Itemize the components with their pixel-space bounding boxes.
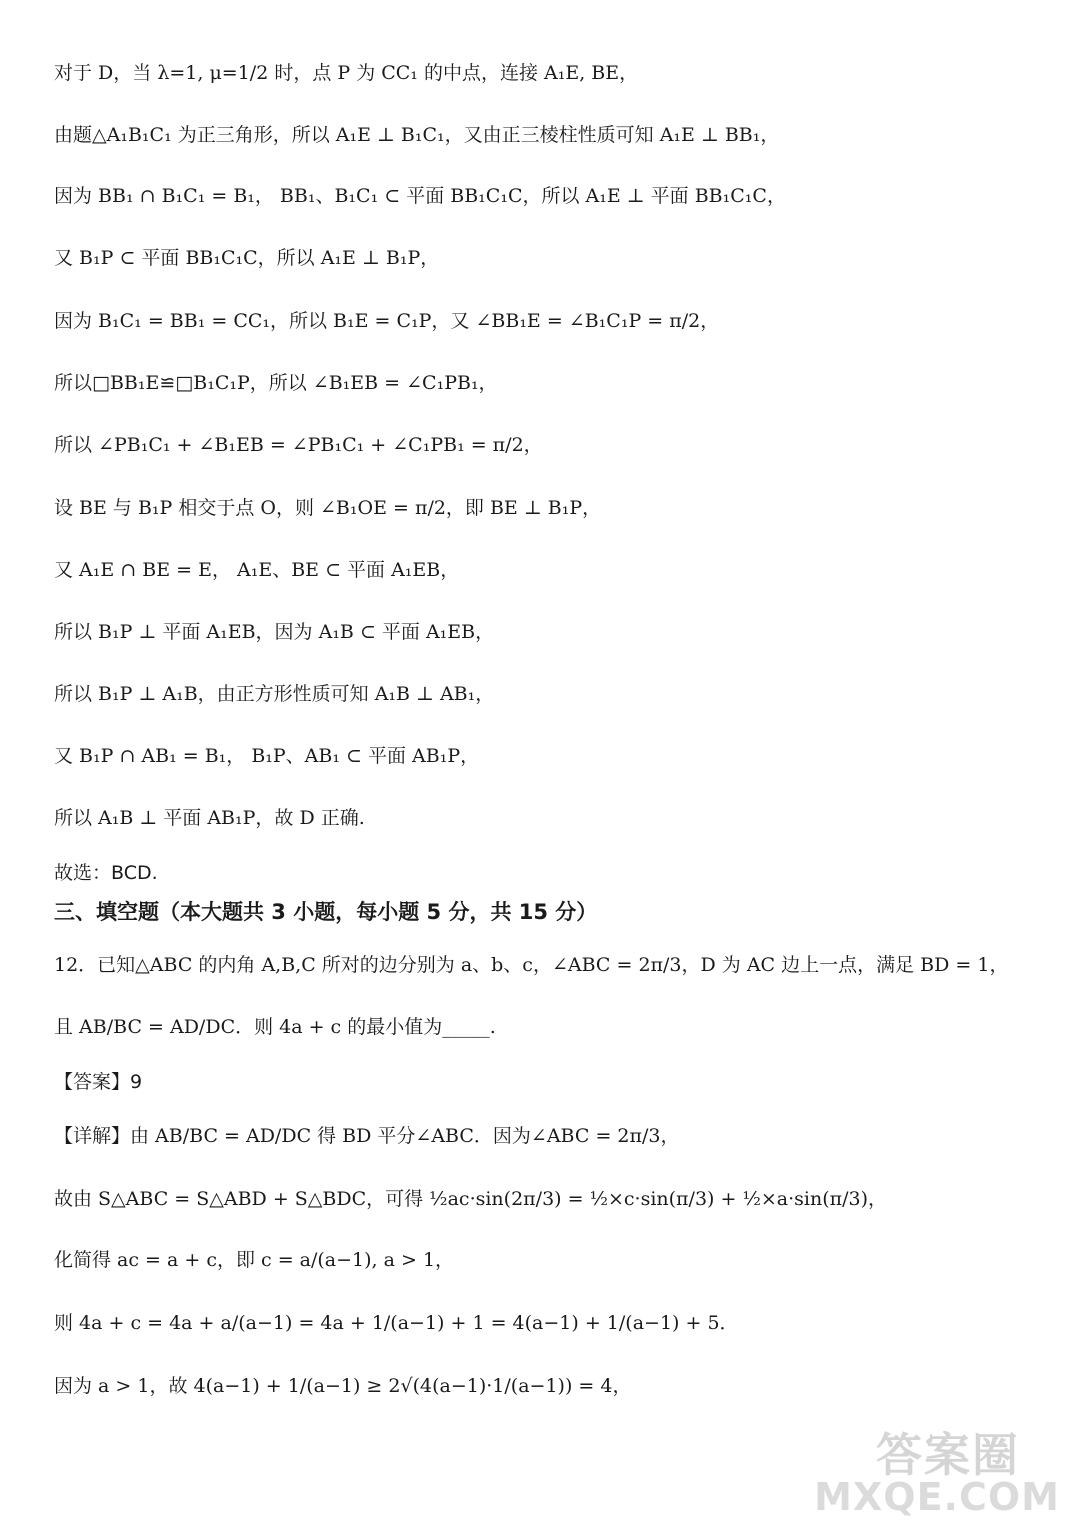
- text-line: 又 B₁P ⊂ 平面 BB₁C₁C，所以 A₁E ⊥ B₁P，: [54, 247, 440, 269]
- section-heading: 三、填空题（本大题共 3 小题，每小题 5 分，共 15 分）: [54, 900, 598, 924]
- detail-line: 【详解】由 AB/BC = AD/DC 得 BD 平分∠ABC．因为∠ABC = 2π/3，: [54, 1125, 680, 1147]
- text-line: 又 B₁P ∩ AB₁ = B₁， B₁P、AB₁ ⊂ 平面 AB₁P，: [54, 745, 480, 767]
- question-12-line: 且 AB/BC = AD/DC．则 4a + c 的最小值为_____.: [54, 1016, 496, 1038]
- detail-line: 因为 a > 1，故 4(a−1) + 1/(a−1) ≥ 2√(4(a−1)·1/(a−1)) = 4，: [54, 1375, 632, 1397]
- text-line: 由题△A₁B₁C₁ 为正三角形，所以 A₁E ⊥ B₁C₁，又由正三棱柱性质可知 A₁E ⊥ BB₁，: [54, 124, 780, 146]
- detail-line: 故由 S△ABC = S△ABD + S△BDC，可得 ½ac·sin(2π/3) = ½×c·sin(π/3) + ½×a·sin(π/3)，: [54, 1188, 888, 1210]
- question-12-line: 12．已知△ABC 的内角 A,B,C 所对的边分别为 a、b、c，∠ABC = 2π/3，D 为 AC 边上一点，满足 BD = 1，: [54, 954, 1009, 976]
- text-line: 因为 BB₁ ∩ B₁C₁ = B₁， BB₁、B₁C₁ ⊂ 平面 BB₁C₁C，所以 A₁E ⊥ 平面 BB₁C₁C，: [54, 185, 786, 207]
- text-line: 因为 B₁C₁ = BB₁ = CC₁，所以 B₁E = C₁P，又 ∠BB₁E = ∠B₁C₁P = π/2，: [54, 310, 720, 332]
- watermark-top-text: 答案圈: [876, 1428, 1020, 1482]
- detail-line: 则 4a + c = 4a + a/(a−1) = 4a + 1/(a−1) + 1 = 4(a−1) + 1/(a−1) + 5．: [54, 1312, 739, 1334]
- text-line: 又 A₁E ∩ BE = E， A₁E、BE ⊂ 平面 A₁EB，: [54, 559, 460, 581]
- text-line: 所以□BB₁E≌□B₁C₁P，所以 ∠B₁EB = ∠C₁PB₁，: [54, 372, 498, 394]
- text-line: 所以 A₁B ⊥ 平面 AB₁P，故 D 正确.: [54, 807, 365, 829]
- detail-line: 化简得 ac = a + c，即 c = a/(a−1), a > 1，: [54, 1249, 455, 1271]
- text-line: 所以 ∠PB₁C₁ + ∠B₁EB = ∠PB₁C₁ + ∠C₁PB₁ = π/2，: [54, 434, 543, 456]
- text-line: 所以 B₁P ⊥ A₁B，由正方形性质可知 A₁B ⊥ AB₁，: [54, 683, 495, 705]
- watermark-logo: [814, 1419, 1060, 1519]
- text-line: 设 BE 与 B₁P 相交于点 O，则 ∠B₁OE = π/2，即 BE ⊥ B₁P，: [54, 497, 602, 519]
- text-line: 所以 B₁P ⊥ 平面 A₁EB，因为 A₁B ⊂ 平面 A₁EB，: [54, 621, 495, 643]
- answer-choice-line: 故选：BCD.: [54, 862, 158, 884]
- answer-label: 【答案】9: [54, 1071, 143, 1093]
- text-line: 对于 D，当 λ=1, μ=1/2 时，点 P 为 CC₁ 的中点，连接 A₁E, BE，: [54, 62, 639, 84]
- watermark-bottom-text: MXQE.COM: [814, 1475, 1060, 1519]
